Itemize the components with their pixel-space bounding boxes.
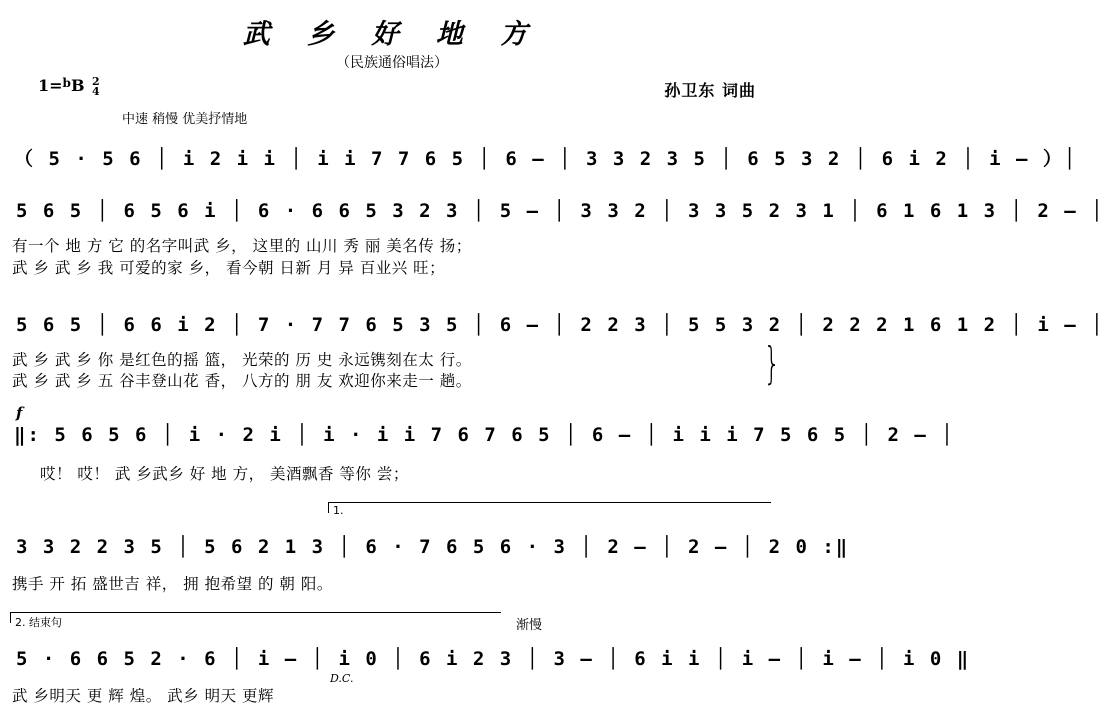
verse-brace: } bbox=[763, 338, 781, 389]
notation-row-5: 5 · 6 6 5 2 · 6 │ i — │ i 0 │ 6 i 2 3 │ 3 — │ 6 i i │ i — │ i — │ i 0 ‖ bbox=[16, 648, 971, 670]
key-signature bbox=[38, 76, 100, 97]
time-top: 2 bbox=[92, 74, 100, 88]
lyric-row-5: 武 乡明天 更 辉 煌。 武乡 明天 更辉 bbox=[12, 687, 274, 705]
time-signature bbox=[92, 74, 100, 98]
forte-mark: f bbox=[16, 404, 23, 422]
lyric-row-1-verse-2: 武 乡 武 乡 我 可爱的家 乡， 看今朝 日新 月 异 百业兴 旺； bbox=[12, 259, 446, 277]
lyric-row-4: 携手 开 拓 盛世吉 祥， 拥 抱希望 的 朝 阳。 bbox=[12, 575, 333, 593]
time-bottom: 4 bbox=[92, 84, 100, 98]
notation-row-4: 3 3 2 2 3 5 │ 5 6 2 1 3 │ 6 · 7 6 5 6 · 3 │ 2 — │ 2 — │ 2 0 :‖ bbox=[16, 536, 850, 558]
tempo-marking: 中速 稍慢 优美抒情地 bbox=[122, 112, 248, 127]
notation-row-2: 5 6 5 │ 6 6 i 2 │ 7 · 7 7 6 5 3 5 │ 6 — │ 2 2 3 │ 5 5 3 2 │ 2 2 2 1 6 1 2 │ i — │ bbox=[16, 314, 1105, 336]
first-ending-label: 1. bbox=[333, 504, 344, 517]
notation-row-3: ‖: 5 6 5 6 │ i · 2 i │ i · i i 7 6 7 6 5 │ 6 — │ i i i 7 5 6 5 │ 2 — │ bbox=[14, 424, 955, 446]
notation-row-1: 5 6 5 │ 6 5 6 i │ 6 · 6 6 5 3 2 3 │ 5 — │ 3 3 2 │ 3 3 5 2 3 1 │ 6 1 6 1 3 │ 2 — │ bbox=[16, 200, 1105, 222]
key-note: B bbox=[70, 76, 85, 95]
ritardando-mark: 渐慢 bbox=[516, 618, 543, 633]
flat-sign: b bbox=[62, 76, 71, 90]
first-ending-bracket bbox=[328, 502, 771, 517]
lyric-row-1-verse-1: 有一个 地 方 它 的名字叫武 乡， 这里的 山川 秀 丽 美名传 扬； bbox=[12, 237, 472, 255]
lyric-row-2-verse-1: 武 乡 武 乡 你 是红色的摇 篮， 光荣的 历 史 永远镌刻在太 行。 bbox=[12, 351, 472, 369]
lyric-row-3: 哎！ 哎！ 武 乡武乡 好 地 方， 美酒飘香 等你 尝； bbox=[40, 465, 409, 483]
second-ending-bracket bbox=[10, 612, 501, 629]
lyric-row-2-verse-2: 武 乡 武 乡 五 谷丰登山花 香， 八方的 朋 友 欢迎你来走一 趟。 bbox=[12, 372, 472, 390]
song-title: 武 乡 好 地 方 bbox=[242, 19, 542, 50]
song-subtitle: （民族通俗唱法） bbox=[336, 55, 448, 71]
da-capo-mark: D.C. bbox=[330, 672, 354, 685]
author-credit: 孙卫东 词曲 bbox=[664, 81, 756, 100]
notation-row-intro: （ 5 · 5 6 │ i 2 i i │ i i 7 7 6 5 │ 6 — │ 3 3 2 3 5 │ 6 5 3 2 │ 6 i 2 │ i — ）│ bbox=[14, 148, 1078, 170]
key-prefix: 1= bbox=[38, 76, 63, 95]
second-ending-label: 2. 结束句 bbox=[15, 616, 62, 629]
